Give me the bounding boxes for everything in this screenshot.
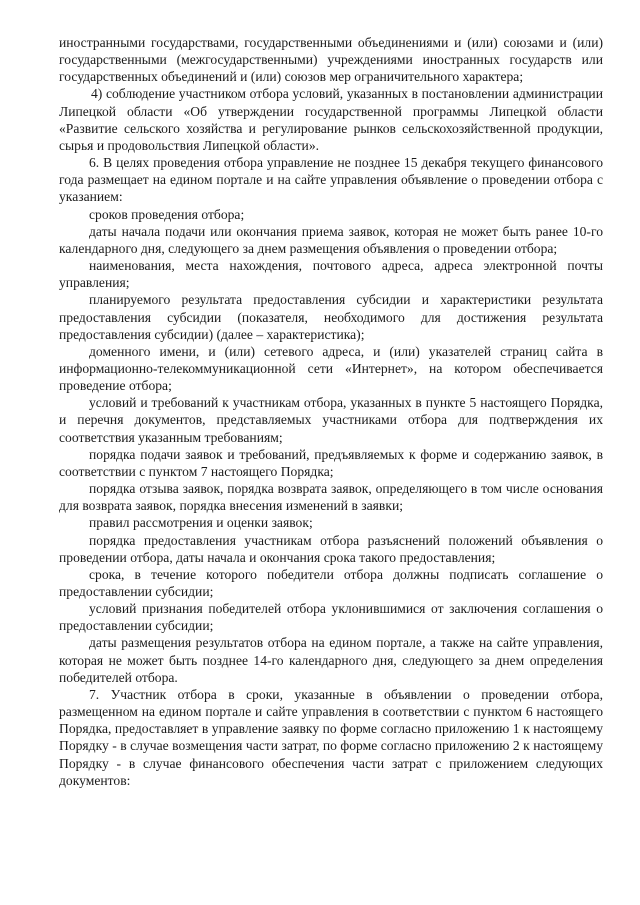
list-item-application-dates: даты начала подачи или окончания приема заявок, которая не может быть ранее 10-го календарного дня, следующего за днем размещения объявления о проведении отбора; [59, 223, 603, 256]
list-item-evasion-conditions: условий признания победителей отбора уклонившимися от заключения соглашения о предоставлении субсидии; [59, 601, 603, 634]
list-item-withdrawal-procedure: порядка отзыва заявок, порядка возврата заявок, определяющего в том числе основания для возврата заявок, порядка внесения изменений в заявки; [59, 481, 603, 514]
list-item-review-rules: правил рассмотрения и оценки заявок; [89, 515, 313, 531]
list-item-department-contacts: наименования, места нахождения, почтового адреса, адреса электронной почты управления; [59, 258, 603, 291]
list-item-signing-deadline: срока, в течение которого победители отбора должны подписать соглашение о предоставлении субсидии; [59, 566, 603, 599]
list-item-application-procedure: порядка подачи заявок и требований, предъявляемых к форме и содержанию заявок, в соответствии с пунктом 7 настоящего Порядка; [59, 446, 603, 479]
list-item-clarifications: порядка предоставления участникам отбора разъяснений положений объявления о проведении отбора, даты начала и окончания срока такого предоставления; [59, 532, 603, 565]
list-item-planned-result: планируемого результата предоставления субсидии и характеристики результата предоставления субсидии (показателя, необходимого для достижения результата предоставления субсидии) (далее – характеристика); [59, 292, 603, 342]
paragraph-sanctions-continuation: иностранными государствами, государственными объединениями и (или) союзами и (или) государственными (межгосударственными) учреждениями иностранных государств или государственных объединений и (или) союзов мер ограничительного характера; [59, 35, 603, 85]
list-item-participant-requirements: условий и требований к участникам отбора, указанных в пункте 5 настоящего Порядка, и перечня документов, представляемых участниками отбора для подтверждения их соответствия указанным требованиям; [59, 395, 603, 445]
list-item-domain-name: доменного имени, и (или) сетевого адреса, и (или) указателей страниц сайта в информационно-телекоммуникационной сети «Интернет», на котором обеспечивается проведение отбора; [59, 343, 603, 394]
paragraph-condition-4: 4) соблюдение участником отбора условий, указанных в постановлении администрации Липецкой области «Об утверждении государственной программы Липецкой области «Развитие сельского хозяйства и регулирование рынков сельскохозяйственной продукции, сырья и продовольствия Липецкой области». [59, 86, 603, 153]
list-item-selection-dates: сроков проведения отбора; [89, 206, 245, 222]
paragraph-section-6: 6. В целях проведения отбора управление не позднее 15 декабря текущего финансового года размещает на едином портале и на сайте управления объявление о проведении отбора с указанием: [59, 155, 603, 205]
list-item-results-publication: даты размещения результатов отбора на едином портале, а также на сайте управления, которая не может быть позднее 14-го календарного дня, следующего за днем определения победителей отбора. [59, 635, 603, 685]
paragraph-section-7: 7. Участник отбора в сроки, указанные в объявлении о проведении отбора, размещенном на едином портале и сайте управления в соответствии с пунктом 6 настоящего Порядка, предоставляет в управление заявку по форме согласно приложению 1 к настоящему Порядку - в случае возмещения части затрат, по форме согласно приложению 2 к настоящему Порядку - в случае финансового обеспечения части затрат с приложением следующих документов: [59, 686, 603, 788]
